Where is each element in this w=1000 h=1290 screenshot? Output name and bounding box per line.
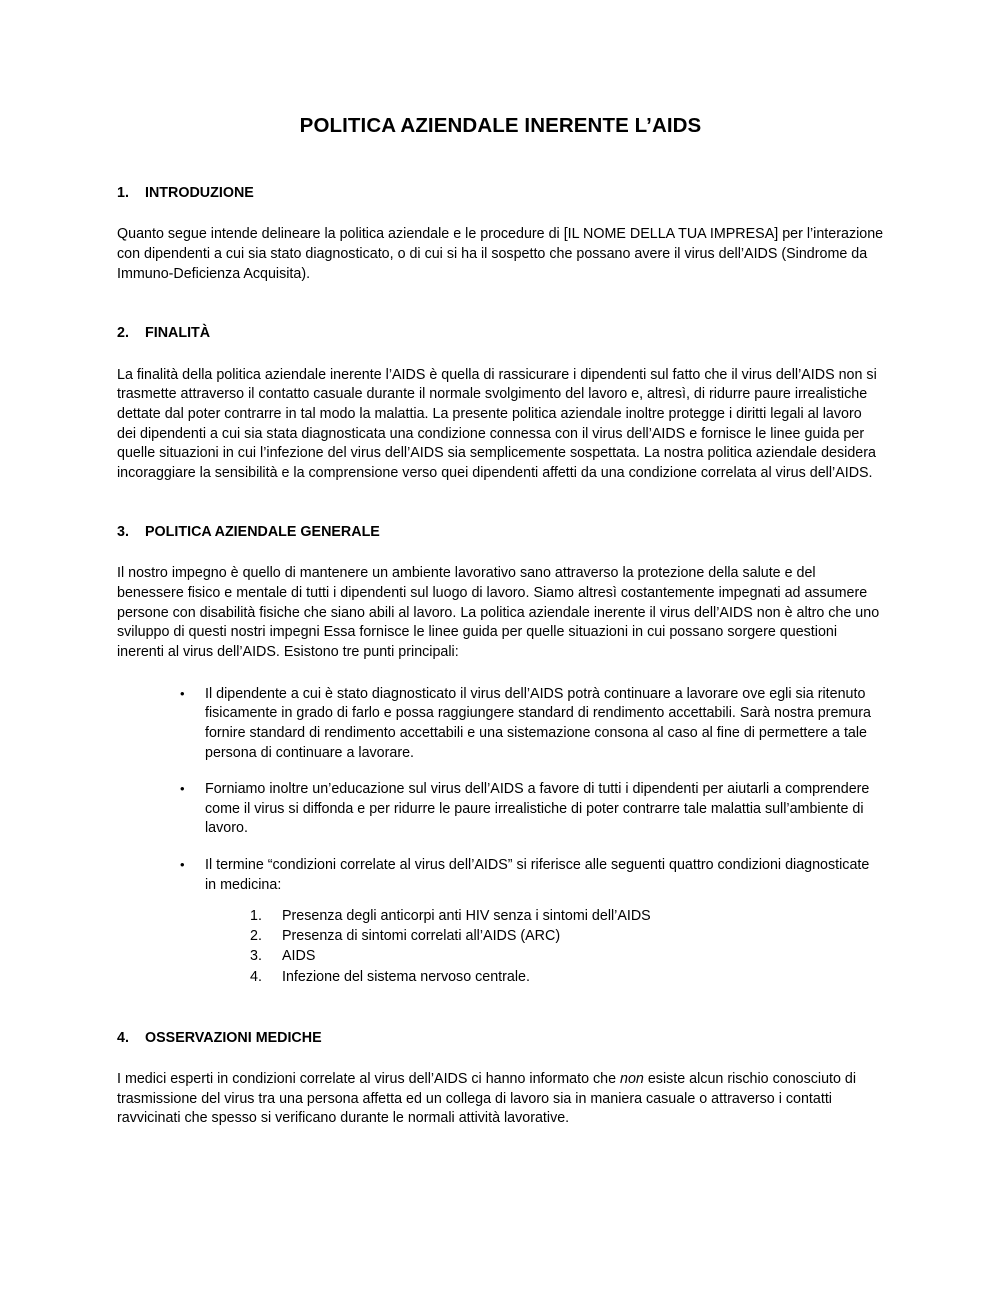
paragraph-part-one: I medici esperti in condizioni correlate al virus dell’AIDS ci hanno informato che (117, 1071, 621, 1088)
section-paragraph-1: Quanto segue intende delineare la politica aziendale e le procedure di [IL NOME DELLA TUA IMPRESA] per l’interazione con dipendenti a cui sia stato diagnosticato, o di cui si ha il sospetto che possano avere il virus dell’AIDS (Sindrome da Immuno-Deficienza Acquisita). (117, 226, 884, 282)
spacer (117, 987, 884, 1029)
list-item (117, 926, 884, 946)
list-item (117, 780, 884, 839)
list-item (117, 685, 884, 764)
list-item (117, 946, 884, 966)
bullet-marker-icon: • (180, 857, 185, 873)
list-item (117, 906, 884, 926)
paragraph-emphasis: non (620, 1071, 644, 1088)
section-number-1: 1. (117, 184, 129, 201)
section-finalita (117, 324, 884, 484)
section-number-3: 3. (117, 523, 129, 540)
document-content (117, 0, 884, 1129)
numbered-sublist (117, 906, 884, 986)
section-politica-generale (117, 523, 884, 987)
page-title: POLITICA AZIENDALE INERENTE L’AIDS (299, 114, 702, 137)
section-number-4: 4. (117, 1029, 129, 1046)
number-text: Presenza di sintomi correlati all’AIDS (ARC) (282, 928, 561, 945)
paragraph-part-two: esiste alcun rischio conosciuto di trasmissione del virus tra una persona affetta ed un collega di lavoro sia in maniera casuale o attraverso i contatti ravvicinati che spesso si verificano durante le normali attività lavorative. (117, 1071, 857, 1127)
section-label-4: OSSERVAZIONI MEDICHE (145, 1029, 322, 1046)
bullet-marker-icon: • (180, 781, 185, 797)
number-marker: 1. (250, 908, 262, 925)
bullet-list (117, 685, 884, 896)
bullet-marker-icon: • (180, 685, 185, 701)
number-marker: 4. (250, 968, 262, 985)
number-text: AIDS (282, 948, 316, 965)
section-label-3: POLITICA AZIENDALE GENERALE (145, 523, 380, 540)
spacer (117, 139, 884, 184)
section-number-2: 2. (117, 325, 129, 342)
section-paragraph-3: Il nostro impegno è quello di mantenere un ambiente lavorativo sano attraverso la protezione della salute e del benessere fisico e mentale di tutti i dipendenti sul luogo di lavoro. Siamo altresì costantemente impegnati ad assumere persone con disabilità fisiche che siano abili al lavoro. La politica aziendale inerente il virus dell’AIDS non è altro che uno sviluppo di questi nostri impegni Essa fornisce le linee guida per quelle situazioni in cui possano sorgere questioni inerenti al virus dell’AIDS. Esistono tre punti principali: (117, 565, 880, 660)
section-osservazioni-mediche (117, 1029, 884, 1130)
section-introduzione (117, 184, 884, 285)
section-label-1: INTRODUZIONE (145, 184, 254, 201)
bullet-text: Il dipendente a cui è stato diagnosticato il virus dell’AIDS potrà continuare a lavorare ove egli sia ritenuto fisicamente in grado di farlo e possa raggiungere standard di rendimento accettabili. Sarà nostra premura fornire standard di rendimento accettabili e una sistemazione consona al caso al fine di permettere a tale persona di continuare a lavorare. (205, 685, 871, 761)
spacer (117, 284, 884, 324)
section-paragraph-4 (117, 1070, 884, 1129)
number-marker: 3. (250, 948, 262, 965)
list-item (117, 856, 884, 895)
bullet-text: Il termine “condizioni correlate al virus dell’AIDS” si riferisce alle seguenti quattro condizioni diagnosticate in medicina: (205, 857, 870, 893)
spacer (117, 541, 884, 564)
list-item (117, 967, 884, 987)
section-label-2: FINALITÀ (145, 325, 211, 342)
number-text: Presenza degli anticorpi anti HIV senza i sintomi dell’AIDS (282, 908, 651, 925)
section-heading-1 (117, 184, 884, 203)
section-heading-4 (117, 1029, 884, 1048)
bullet-text: Forniamo inoltre un’educazione sul virus dell’AIDS a favore di tutti i dipendenti per aiutarli a comprendere come il virus si diffonda e per ridurre le paure irrealistiche di poter contrarre tale malattia sull’ambiente di lavoro. (205, 781, 870, 837)
spacer (117, 484, 884, 523)
spacer (117, 663, 884, 685)
spacer (117, 202, 884, 225)
section-paragraph-2: La finalità della politica aziendale inerente l’AIDS è quella di rassicurare i dipendenti sul fatto che il virus dell’AIDS non si trasmette attraverso il contatto casuale durante il normale svolgimento del lavoro e, altresì, di ridurre paure irrealistiche dettate dal poter contrarre in tal modo la malattia. La presente politica aziendale inoltre protegge i diritti legali al lavoro dei dipendenti a cui sia stata diagnosticata una condizione connessa con il virus dell’AIDS e fornisce le linee guida per quelle situazioni in cui l’infezione del virus dell’AIDS sia semplicemente sospettata. La nostra politica aziendale desidera incoraggiare la sensibilità e la comprensione verso quei dipendenti affetti da una condizione correlata al virus dell’AIDS. (117, 366, 877, 482)
section-heading-2 (117, 324, 884, 343)
spacer (117, 343, 884, 366)
number-marker: 2. (250, 928, 262, 945)
section-heading-3 (117, 523, 884, 542)
number-text: Infezione del sistema nervoso centrale. (282, 968, 530, 985)
spacer (117, 1047, 884, 1070)
